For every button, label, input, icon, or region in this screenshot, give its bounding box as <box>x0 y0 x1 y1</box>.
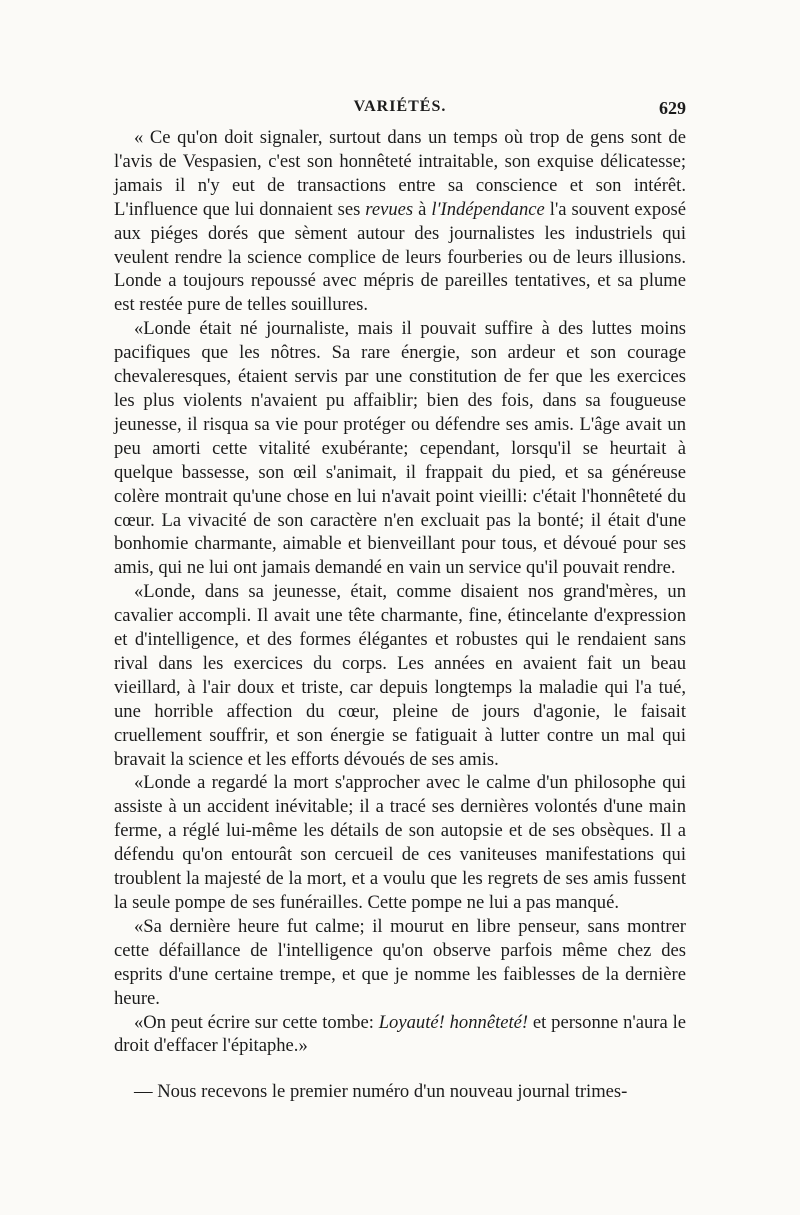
paragraph-3: «Londe, dans sa jeunesse, était, comme disaient nos grand'mères, un cavalier accompli. Il avait une tête charmante, fine, étincelante d'expression et d'intelligence, et des formes élégantes et robustes qui le rendaient sans rival dans les exercices du corps. Les années en avaient fait un beau vieillard, à l'air doux et triste, car depuis longtemps la maladie qui l'a tué, une horrible affection du cœur, pleine de jours d'agonie, le faisait cruellement souffrir, et son énergie se fatiguait à lutter contre un mal qui bravait la science et les efforts dévoués de ses amis. <box>114 581 686 770</box>
paragraph-6: «On peut écrire sur cette tombe: Loyauté! honnêteté! et personne n'aura le droit d'effacer l'épitaphe.» <box>114 1011 686 1057</box>
paragraph-1: « Ce qu'on doit signaler, surtout dans un temps où trop de gens sont de l'avis de Vespasien, c'est son honnêteté intraitable, son exquise délicatesse; jamais il n'y eut de transactions entre sa conscience et son intérêt. L'influence que lui donnaient ses revues à l'Indépendance l'a souvent exposé aux piéges dorés que sèment autour des journalistes les industriels qui veulent rendre la science complice de leurs fourberies ou de leurs illusions. Londe a toujours repoussé avec mépris de pareilles tentatives, et sa plume est restée pure de telles souillures. <box>114 127 686 316</box>
paragraph-2: «Londe était né journaliste, mais il pouvait suffire à des luttes moins pacifiques que les nôtres. Sa rare énergie, son ardeur et son courage chevaleresques, étaient servis par une constitution de fer que les exercices les plus violents n'avaient pu affaiblir; bien des fois, dans sa fougueuse jeunesse, il risqua sa vie pour protéger ou défendre ses amis. L'âge avait un peu amorti cette vitalité exubérante; cependant, lorsqu'il se heurtait à quelque bassesse, son œil s'animait, il frappait du pied, et sa généreuse colère montrait qu'une chose en lui n'avait point vieilli: c'était l'honnêteté du cœur. La vivacité de son caractère n'en excluait pas la bonté; il était d'une bonhomie charmante, aimable et bienveillant pour tous, et dévoué pour ses amis, qui ne lui ont jamais demandé en vain un service qu'il pouvait rendre. <box>114 318 686 579</box>
running-title: VARIÉTÉS. <box>353 98 447 115</box>
paragraph-5: «Sa dernière heure fut calme; il mourut en libre penseur, sans montrer cette défaillance de l'intelligence qu'on observe parfois même chez des esprits d'une certaine trempe, et que je nomme les faiblesses de la dernière heure. <box>114 915 686 1009</box>
final-line: — Nous recevons le premier numéro d'un nouveau journal trimes- <box>134 1081 628 1103</box>
paragraph-4: «Londe a regardé la mort s'approcher avec le calme d'un philosophe qui assiste à un accident inévitable; il a tracé ses dernières volontés d'une main ferme, a réglé lui-même les détails de son autopsie et de ses obsèques. Il a défendu qu'on entourât son cercueil de ces vaniteuses manifestations qui troublent la majesté de la mort, et a voulu que les regrets de ses amis fussent la seule pompe de ses funérailles. Cette pompe ne lui a pas manqué. <box>114 772 686 913</box>
page-number: 629 <box>659 98 686 118</box>
body-text <box>114 126 686 1104</box>
page-header <box>114 98 686 124</box>
